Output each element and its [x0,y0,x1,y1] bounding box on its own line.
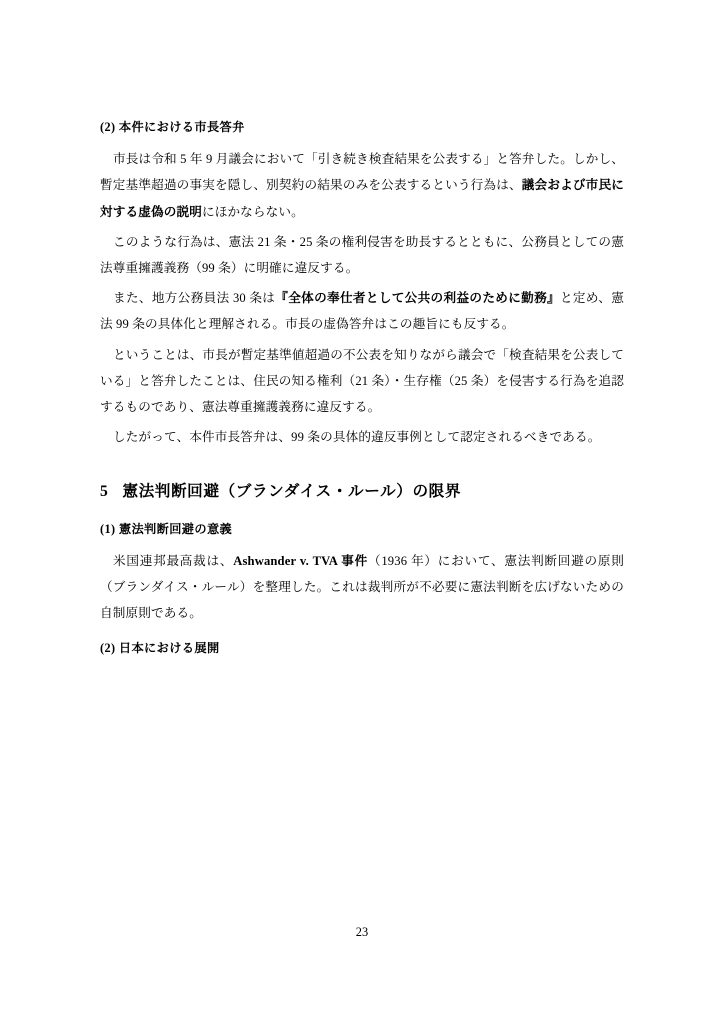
text-run-bold: Ashwander v. TVA 事件 [233,554,368,569]
text-run: また、地方公務員法 30 条は [113,291,276,306]
text-run-bold: 議会および市民に対する虚偽の説明 [100,178,624,219]
spacer [100,631,624,639]
sub-heading-avoidance-meaning: (1) 憲法判断回避の意義 [100,521,233,536]
sub-heading-mayor-answer: (2) 本件における市長答弁 [100,120,245,134]
paragraph-constitution-violation [100,229,624,281]
text-run: ということは、市長が暫定基準値超過の不公表を知りながら議会で「検査結果を公表している」と答弁したことは、住民の知る権利（21 条）・生存権（25 条）を侵害する行為を追認するものであり、憲法尊重擁護義務に違反する。 [100,347,624,414]
text-run: このような行為は、憲法 21 条・25 条の権利侵害を助長するとともに、公務員としての憲法尊重擁護義務（99 条）に明確に違反する。 [100,234,624,276]
section-heading-brandeis-rule [100,480,624,503]
text-run: 米国連邦最高裁は、 [113,554,234,569]
section-title: 憲法判断回避（ブランダイス・ルール）の限界 [122,483,462,501]
sub-heading-japan-development: (2) 日本における展開 [100,640,220,655]
text-run: （1936 年）において、憲法判断回避の原則（ブランダイス・ルール）を整理した。これは裁判所が不必要に憲法判断を広げないための自制原則である。 [100,554,624,621]
paragraph-local-public-service-act [100,285,624,337]
text-run: 市長は令和 5 年 9 月議会において「引き続き検査結果を公表する」と答弁した。しかし、暫定基準超過の事実を隠し、別契約の結果のみを公表するという行為は、 [100,152,624,193]
paragraph-rights-infringement [100,342,624,421]
paragraph-conclusion [100,424,624,450]
text-run-bold: 『全体の奉仕者として公共の利益のために勤務』 [275,291,560,306]
text-run: したがって、本件市長答弁は、99 条の具体的違反事例として認定されるべきである。 [113,430,601,445]
document-body [100,118,624,657]
section-number: 5 [100,483,109,501]
text-run: にほかならない。 [201,204,304,219]
text-run: と定め、憲法 99 条の具体化と理解される。市長の虚偽答弁はこの趣旨にも反する。 [100,291,624,332]
paragraph-mayor-answer [100,146,624,225]
paragraph-ashwander [100,548,624,627]
page-number: 23 [355,925,369,939]
